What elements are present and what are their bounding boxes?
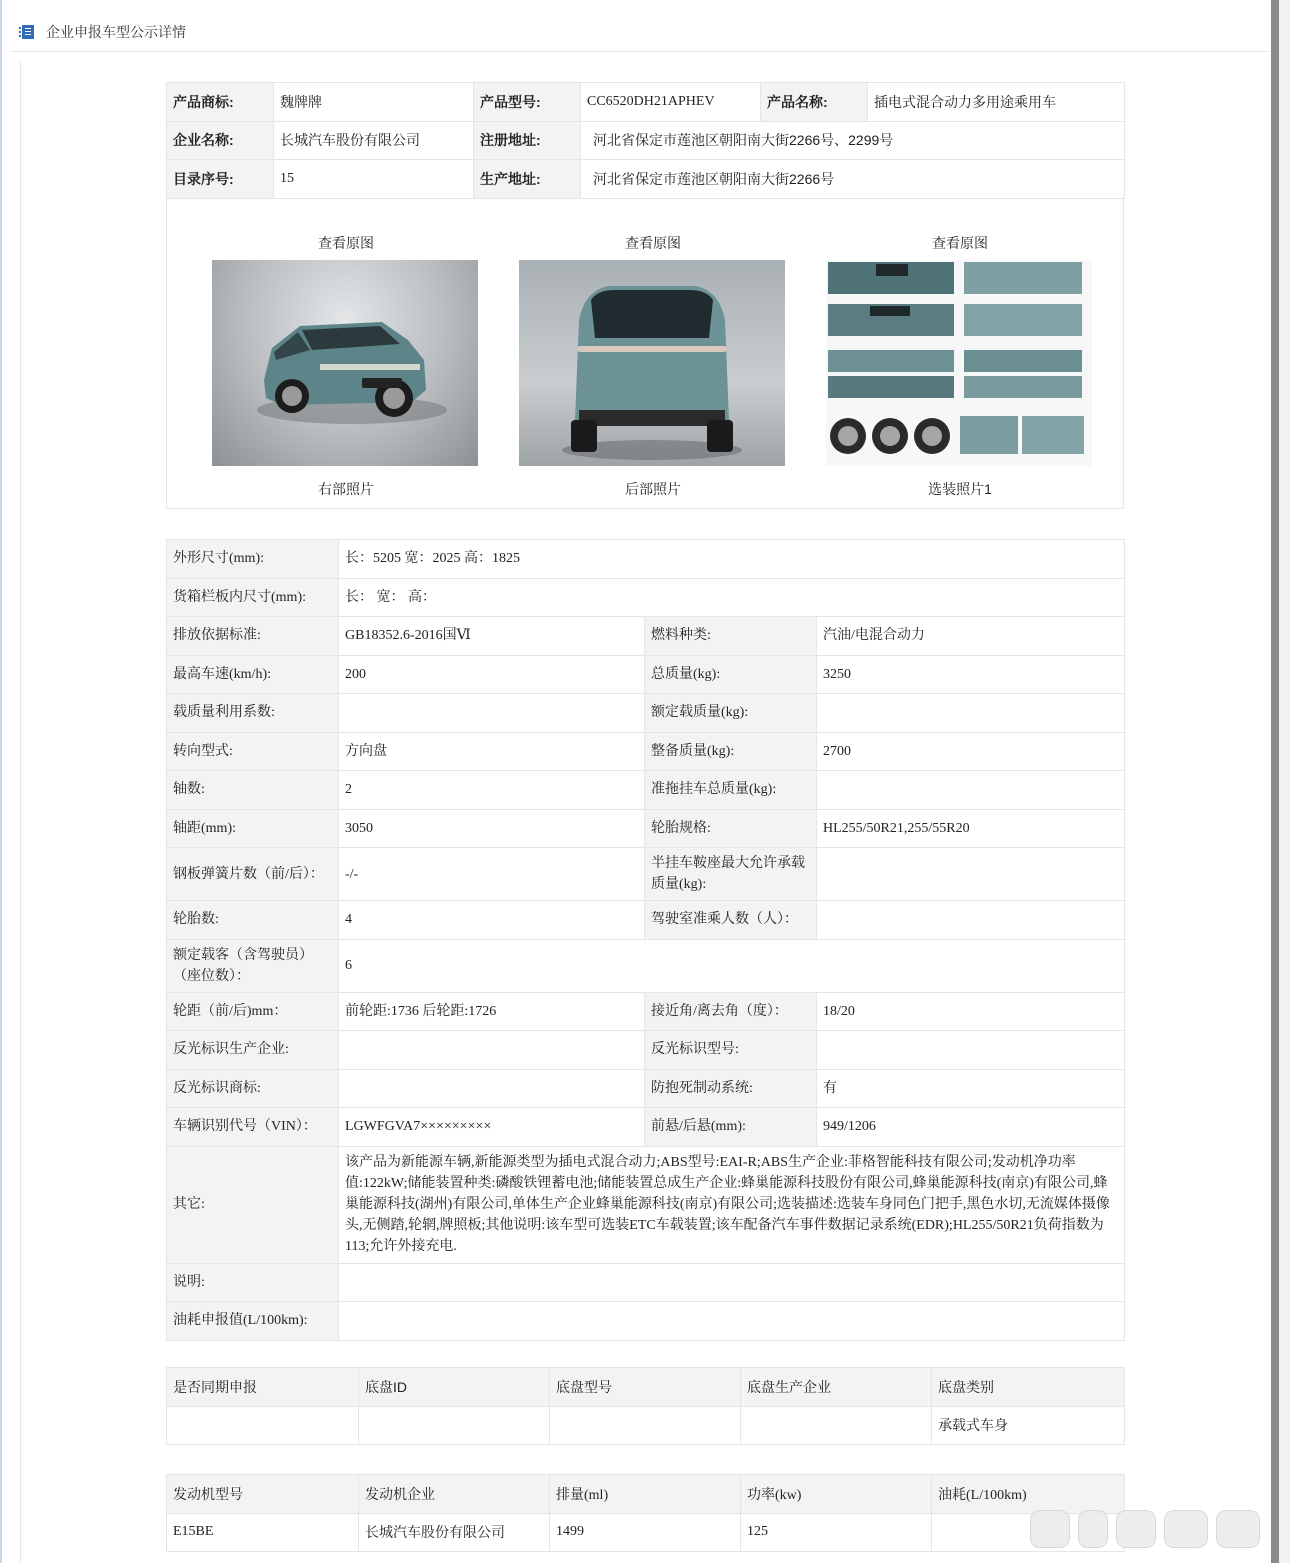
steering-value: 方向盘: [339, 732, 645, 771]
option-parts-illustration: [826, 260, 1092, 466]
photo-item: [212, 197, 480, 509]
reflector-model-label: 反光标识型号:: [645, 1031, 817, 1070]
company-label: 企业名称:: [167, 121, 274, 160]
tire-spec-value: HL255/50R21,255/55R20: [817, 809, 1125, 848]
watermark: [1030, 1510, 1280, 1550]
company-value: 长城汽车股份有限公司: [274, 121, 474, 160]
table-row: [167, 1513, 1125, 1552]
catalog-label: 目录序号:: [167, 160, 274, 199]
fuel-consumption-value: [339, 1302, 1125, 1341]
abs-label: 防抱死制动系统:: [645, 1069, 817, 1108]
reflector-brand-label: 反光标识商标:: [167, 1069, 339, 1108]
fuel-type-label: 燃料种类:: [645, 617, 817, 656]
trailer-mass-value: [817, 771, 1125, 810]
load-util-value: [339, 694, 645, 733]
passengers-value: 6: [339, 939, 1125, 992]
chassis-table: [166, 1367, 1125, 1445]
approach-angle-label: 接近角/离去角（度）：: [645, 992, 817, 1031]
table-row: [167, 617, 1125, 656]
saddle-load-value: [817, 848, 1125, 901]
photo-gallery: [166, 197, 1124, 509]
model-value: CC6520DH21APHEV: [581, 83, 761, 122]
view-original-link[interactable]: 查看原图: [318, 235, 374, 251]
table-row: [167, 1069, 1125, 1108]
spec-table: [166, 539, 1125, 1341]
notebook-icon: [22, 25, 34, 39]
track-value: 前轮距:1736 后轮距:1726: [339, 992, 645, 1031]
cargo-dim-value: 长： 宽： 高：: [339, 578, 1125, 617]
table-row: [167, 732, 1125, 771]
vin-label: 车辆识别代号（VIN）：: [167, 1108, 339, 1147]
passengers-label: 额定载客（含驾驶员）（座位数）：: [167, 939, 339, 992]
vehicle-front-photo[interactable]: [212, 260, 478, 466]
table-row: [167, 1263, 1125, 1302]
brand-label: 产品商标:: [167, 83, 274, 122]
fuel-consumption-label: 油耗申报值(L/100km):: [167, 1302, 339, 1341]
table-row: [167, 939, 1125, 992]
reflector-brand-value: [339, 1069, 645, 1108]
table-row: [167, 160, 1125, 199]
model-label: 产品型号:: [474, 83, 581, 122]
cab-capacity-label: 驾驶室准乘人数（人）：: [645, 901, 817, 940]
column-header: 底盘ID: [359, 1368, 550, 1407]
max-speed-value: 200: [339, 655, 645, 694]
view-original-link[interactable]: 查看原图: [625, 235, 681, 251]
wheelbase-label: 轴距(mm):: [167, 809, 339, 848]
table-cell: 长城汽车股份有限公司: [359, 1513, 550, 1552]
table-cell: 1499: [550, 1513, 741, 1552]
photo-item: [826, 197, 1094, 509]
prod-address-label: 生产地址:: [474, 160, 581, 199]
spring-leaves-label: 钢板弹簧片数（前/后）：: [167, 848, 339, 901]
column-header: 发动机企业: [359, 1475, 550, 1514]
rated-load-value: [817, 694, 1125, 733]
catalog-value: 15: [274, 160, 474, 199]
column-header: 油耗(L/100km): [932, 1475, 1125, 1514]
engine-table: [166, 1474, 1125, 1552]
table-row: [167, 540, 1125, 579]
table-row: [167, 1031, 1125, 1070]
table-row: [167, 1406, 1125, 1445]
note-value: [339, 1263, 1125, 1302]
option-photo-grid[interactable]: [826, 260, 1092, 466]
column-header: 底盘生产企业: [741, 1368, 932, 1407]
table-header-row: [167, 1368, 1125, 1407]
photo-caption: 后部照片: [625, 481, 681, 497]
total-mass-label: 总质量(kg):: [645, 655, 817, 694]
prod-address-value: 河北省保定市莲池区朝阳南大街2266号: [581, 160, 1125, 199]
product-name-label: 产品名称:: [761, 83, 868, 122]
table-row: [167, 901, 1125, 940]
curb-mass-value: 2700: [817, 732, 1125, 771]
tire-count-label: 轮胎数:: [167, 901, 339, 940]
table-cell: 125: [741, 1513, 932, 1552]
curb-mass-label: 整备质量(kg):: [645, 732, 817, 771]
table-row: [167, 694, 1125, 733]
photo-caption: 右部照片: [318, 481, 374, 497]
vin-value: LGWFGVA7×××××××××: [339, 1108, 645, 1147]
emission-value: GB18352.6-2016国Ⅵ: [339, 617, 645, 656]
table-row: [167, 121, 1125, 160]
table-cell: 承载式车身: [932, 1406, 1125, 1445]
note-label: 说明:: [167, 1263, 339, 1302]
approach-angle-value: 18/20: [817, 992, 1125, 1031]
window-right-edge: [1279, 0, 1290, 1563]
photo-item: [519, 197, 787, 509]
table-row: [167, 809, 1125, 848]
column-header: 发动机型号: [167, 1475, 359, 1514]
table-row: [167, 1108, 1125, 1147]
table-row: [167, 1146, 1125, 1263]
overhang-value: 949/1206: [817, 1108, 1125, 1147]
spring-leaves-value: -/-: [339, 848, 645, 901]
axles-label: 轴数:: [167, 771, 339, 810]
tire-spec-label: 轮胎规格:: [645, 809, 817, 848]
car-front-illustration: [212, 260, 478, 466]
photo-caption: 选装照片1: [928, 481, 992, 497]
table-cell: [359, 1406, 550, 1445]
column-header: 排量(ml): [550, 1475, 741, 1514]
total-mass-value: 3250: [817, 655, 1125, 694]
table-cell: [550, 1406, 741, 1445]
dimensions-value: 长：5205 宽：2025 高：1825: [339, 540, 1125, 579]
basic-info-table: [166, 82, 1125, 199]
car-rear-illustration: [519, 260, 785, 466]
product-name-value: 插电式混合动力多用途乘用车: [868, 83, 1125, 122]
reg-address-value: 河北省保定市莲池区朝阳南大街2266号、2299号: [581, 121, 1125, 160]
cargo-dim-label: 货箱栏板内尺寸(mm):: [167, 578, 339, 617]
other-value: 该产品为新能源车辆,新能源类型为插电式混合动力;ABS型号:EAI-R;ABS生产企业:菲格智能科技有限公司;发动机净功率值:122kW;储能装置种类:磷酸铁锂蓄电池;储能装置总成生产企业:蜂巢能源科技股份有限公司,蜂巢能源科技(南京)有限公司,蜂巢能源科技(湖州)有限公司,单体生产企业蜂巢能源科技(南京)有限公司;选装描述:选装车身同色门把手,黑色水切,无流媒体摄像头,无侧踏,轮辋,牌照板;其他说明:该车型可选装ETC车载装置;该车配备汽车事件数据记录系统(EDR);HL255/50R21负荷指数为113;允许外接充电.: [339, 1146, 1125, 1263]
view-original-link[interactable]: 查看原图: [932, 235, 988, 251]
trailer-mass-label: 准拖挂车总质量(kg):: [645, 771, 817, 810]
max-speed-label: 最高车速(km/h):: [167, 655, 339, 694]
column-header: 是否同期申报: [167, 1368, 359, 1407]
window-left-border: [0, 0, 2, 1563]
table-row: [167, 992, 1125, 1031]
axles-value: 2: [339, 771, 645, 810]
reflector-maker-value: [339, 1031, 645, 1070]
saddle-load-label: 半挂车鞍座最大允许承载质量(kg):: [645, 848, 817, 901]
brand-value: 魏牌牌: [274, 83, 474, 122]
reg-address-label: 注册地址:: [474, 121, 581, 160]
track-label: 轮距（前/后)mm：: [167, 992, 339, 1031]
wheelbase-value: 3050: [339, 809, 645, 848]
load-util-label: 载质量利用系数:: [167, 694, 339, 733]
reflector-model-value: [817, 1031, 1125, 1070]
table-row: [167, 1302, 1125, 1341]
table-row: [167, 848, 1125, 901]
column-header: 底盘型号: [550, 1368, 741, 1407]
page-title: 企业申报车型公示详情: [46, 24, 186, 40]
reflector-maker-label: 反光标识生产企业:: [167, 1031, 339, 1070]
cab-capacity-value: [817, 901, 1125, 940]
scrollbar[interactable]: [1271, 0, 1279, 1563]
table-row: [167, 771, 1125, 810]
vehicle-rear-photo[interactable]: [519, 260, 785, 466]
steering-label: 转向型式:: [167, 732, 339, 771]
table-cell: [167, 1406, 359, 1445]
table-row: [167, 578, 1125, 617]
tire-count-value: 4: [339, 901, 645, 940]
other-label: 其它:: [167, 1146, 339, 1263]
column-header: 底盘类别: [932, 1368, 1125, 1407]
abs-value: 有: [817, 1069, 1125, 1108]
table-cell: E15BE: [167, 1513, 359, 1552]
table-row: [167, 655, 1125, 694]
overhang-label: 前悬/后悬(mm):: [645, 1108, 817, 1147]
column-header: 功率(kw): [741, 1475, 932, 1514]
table-header-row: [167, 1475, 1125, 1514]
fuel-type-value: 汽油/电混合动力: [817, 617, 1125, 656]
table-cell: [741, 1406, 932, 1445]
page-header: [12, 10, 1268, 52]
emission-label: 排放依据标准:: [167, 617, 339, 656]
dimensions-label: 外形尺寸(mm):: [167, 540, 339, 579]
rated-load-label: 额定载质量(kg):: [645, 694, 817, 733]
table-row: [167, 83, 1125, 122]
